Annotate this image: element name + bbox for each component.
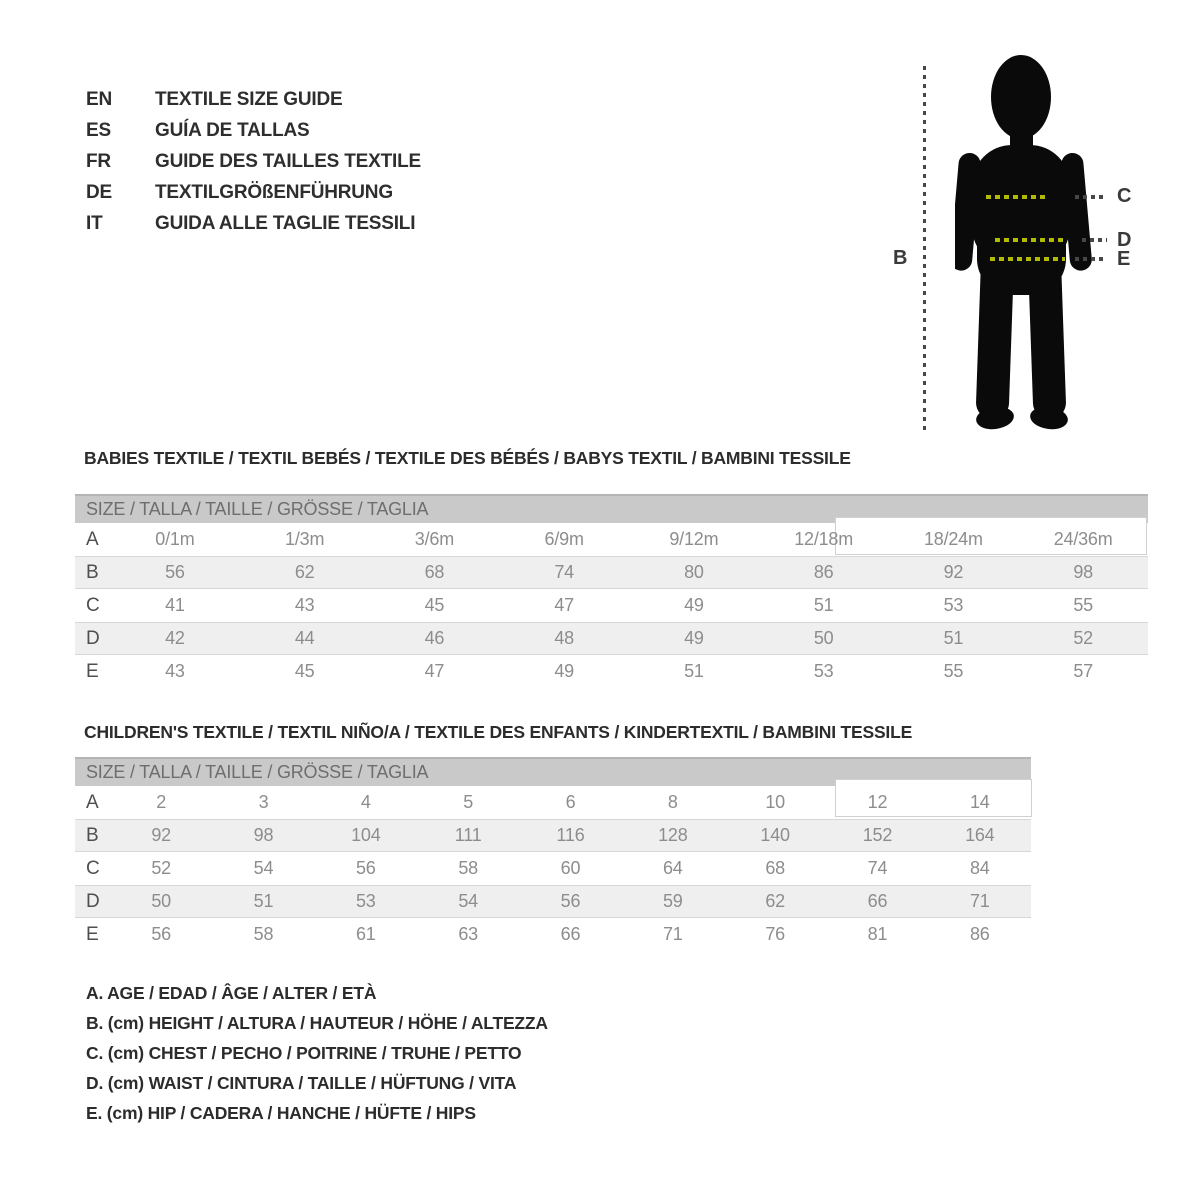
value-cell: 98 [1073,562,1093,582]
value-cell: 58 [458,858,478,878]
value-cell: 45 [294,661,315,681]
value-cell: 92 [151,825,171,845]
height-label: B [893,247,908,269]
hip-guide-line [1075,257,1107,261]
table-row-c [75,589,1148,622]
legend-hip: E. (cm) HIP / CADERA / HANCHE / HÜFTE / HIPS [86,1103,476,1123]
value-cell: 55 [1073,595,1093,615]
value-cell: 52 [151,858,171,878]
value-cell: 2 [156,792,167,812]
babies-section-heading: BABIES TEXTILE / TEXTIL BEBÉS / TEXTILE DES BÉBÉS / BABYS TEXTIL / BAMBINI TESSILE [84,448,851,468]
height-guide-dotted-line [923,66,926,430]
value-cell: 92 [943,562,964,582]
value-cell: 5 [463,792,474,812]
value-cell: 66 [867,891,888,911]
value-cell: 68 [765,858,785,878]
table-row-d [75,622,1148,655]
waist-measure-line [995,238,1063,242]
value-cell: 111 [454,825,482,845]
value-cell: 62 [294,562,315,582]
row-label: C [86,857,100,879]
value-cell: 50 [813,628,834,648]
hip-label: E [1117,248,1131,270]
lang-row-it [86,208,421,239]
value-cell: 53 [943,595,964,615]
children-section-heading: CHILDREN'S TEXTILE / TEXTIL NIÑO/A / TEXTILE DES ENFANTS / KINDERTEXTIL / BAMBINI TESSILE [84,722,913,742]
value-cell: 47 [424,661,445,681]
value-cell: 128 [658,825,688,845]
value-cell: 0/1m [155,529,195,549]
chest-label: C [1117,185,1132,207]
lang-code: FR [86,150,111,172]
value-cell: 51 [684,661,704,681]
value-cell: 53 [813,661,834,681]
row-label: D [86,627,100,649]
lang-title: GUÍA DE TALLAS [155,119,310,141]
lang-row-es [86,115,421,146]
table-row-a [75,786,1031,819]
waist-label: D [1117,229,1132,251]
table-row-b [75,556,1148,589]
value-cell: 56 [560,891,581,911]
value-cell: 46 [424,628,445,648]
value-cell: 54 [458,891,478,911]
table-row-d [75,885,1031,918]
value-cell: 6 [565,792,576,812]
lang-title: TEXTILGRÖßENFÜHRUNG [155,181,393,203]
legend-height: B. (cm) HEIGHT / ALTURA / HAUTEUR / HÖHE / ALTEZZA [86,1013,548,1033]
lang-code: ES [86,119,111,141]
babies-size-header: SIZE / TALLA / TAILLE / GRÖSSE / TAGLIA [75,494,1148,523]
value-cell: 98 [253,825,274,845]
value-cell: 42 [165,628,185,648]
lang-row-de [86,177,421,208]
table-row-a [75,523,1148,556]
value-cell: 71 [969,891,990,911]
value-cell: 48 [554,628,574,648]
value-cell: 49 [684,595,704,615]
value-cell: 76 [765,924,785,944]
value-cell: 43 [294,595,315,615]
value-cell: 43 [165,661,185,681]
value-cell: 8 [667,792,678,812]
table-row-c [75,852,1031,885]
table-row-e [75,918,1031,951]
value-cell: 56 [356,858,376,878]
measurement-legend [86,978,548,1128]
waist-guide-line [1082,238,1107,242]
children-size-table [75,757,1031,951]
lang-code: IT [86,212,103,234]
row-label: B [86,561,99,583]
chest-guide-line [1075,195,1107,199]
legend-chest: C. (cm) CHEST / PECHO / POITRINE / TRUHE / PETTO [86,1043,522,1063]
lang-row-fr [86,146,421,177]
row-label: B [86,824,99,846]
value-cell: 50 [151,891,171,911]
table-row-e [75,655,1148,688]
value-cell: 51 [253,891,274,911]
value-cell: 18/24m [923,529,983,549]
value-cell: 52 [1073,628,1093,648]
lang-title: TEXTILE SIZE GUIDE [155,88,343,110]
value-cell: 60 [560,858,581,878]
child-silhouette-image [955,55,1095,435]
value-cell: 51 [813,595,834,615]
value-cell: 84 [969,858,990,878]
value-cell: 3 [258,792,269,812]
value-cell: 56 [165,562,185,582]
row-label: A [86,791,99,813]
value-cell: 74 [554,562,574,582]
value-cell: 6/9m [544,529,584,549]
value-cell: 104 [351,825,381,845]
value-cell: 41 [165,595,185,615]
value-cell: 56 [151,924,171,944]
table-row-b [75,819,1031,852]
value-cell: 57 [1073,661,1093,681]
value-cell: 10 [765,792,785,812]
value-cell: 80 [684,562,704,582]
lang-title: GUIDE DES TAILLES TEXTILE [155,150,421,172]
value-cell: 81 [867,924,888,944]
value-cell: 24/36m [1053,529,1113,549]
lang-title: GUIDA ALLE TAGLIE TESSILI [155,212,416,234]
value-cell: 49 [554,661,574,681]
value-cell: 62 [765,891,785,911]
value-cell: 3/6m [414,529,454,549]
row-label: D [86,890,100,912]
value-cell: 54 [253,858,274,878]
value-cell: 86 [813,562,834,582]
value-cell: 4 [360,792,371,812]
lang-code: DE [86,181,112,203]
value-cell: 164 [965,825,995,845]
value-cell: 1/3m [285,529,325,549]
value-cell: 14 [969,792,990,812]
children-size-header: SIZE / TALLA / TAILLE / GRÖSSE / TAGLIA [75,757,1031,786]
row-label: E [86,660,99,682]
babies-size-table [75,494,1148,688]
value-cell: 116 [556,825,585,845]
value-cell: 53 [356,891,376,911]
value-cell: 59 [662,891,683,911]
value-cell: 51 [943,628,964,648]
value-cell: 44 [294,628,315,648]
value-cell: 63 [458,924,478,944]
value-cell: 55 [943,661,964,681]
value-cell: 61 [356,924,376,944]
value-cell: 86 [969,924,990,944]
legend-waist: D. (cm) WAIST / CINTURA / TAILLE / HÜFTUNG / VITA [86,1073,517,1093]
value-cell: 64 [662,858,683,878]
value-cell: 152 [862,825,893,845]
value-cell: 12/18m [794,529,854,549]
value-cell: 58 [253,924,274,944]
value-cell: 9/12m [669,529,719,549]
value-cell: 66 [560,924,581,944]
value-cell: 49 [684,628,704,648]
value-cell: 68 [424,562,445,582]
row-label: E [86,923,99,945]
value-cell: 74 [867,858,888,878]
value-cell: 47 [554,595,574,615]
chest-measure-line [986,195,1049,199]
lang-code: EN [86,88,112,110]
value-cell: 71 [662,924,683,944]
legend-age: A. AGE / EDAD / ÂGE / ALTER / ETÀ [86,983,377,1003]
hip-measure-line [990,257,1065,261]
language-title-list [86,84,421,239]
value-cell: 12 [867,792,888,812]
row-label: A [86,528,99,550]
value-cell: 45 [424,595,445,615]
value-cell: 140 [760,825,790,845]
row-label: C [86,594,100,616]
lang-row-en [86,84,421,115]
